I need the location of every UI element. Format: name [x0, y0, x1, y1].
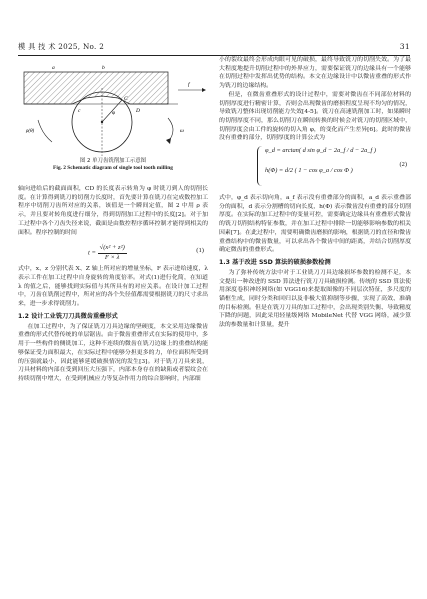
equation-1	[18, 240, 208, 262]
eq2-row-2: h(Φ) = d/2 ( 1 − cos φ_a / cos Φ )	[265, 167, 353, 175]
label-phi: φ	[112, 110, 116, 116]
paragraph: 式中，x、z 分别代表 X、Z 轴上所对应的增量坐标，F 表示进给速度，λ 表示工件在加工过程中自身旋转的角度倍率。对式(1)进行化简，在知道 λ 的值之后，能够找到实际值与其所具有的对应关系。在设计加工过程中，刀齿在铣削过程中，所对应的各个失径值都需要根据铣刀的尺寸求出来，进一步求得铣削力。	[18, 266, 208, 308]
eq1-number: (1)	[196, 247, 204, 255]
label-a: a	[52, 65, 55, 71]
page-number: 31	[399, 42, 410, 51]
eq1-lhs: t =	[88, 249, 96, 257]
label-D: D	[136, 108, 140, 114]
workpiece	[24, 72, 168, 104]
eq1-numerator: √(x² + z²)	[98, 244, 127, 254]
rho-arc	[38, 120, 52, 142]
figure-caption-en: Fig. 2 Schematic diagram of single tool tooth milling	[53, 165, 173, 171]
section-heading-1-2: 1.2 设计工业铣刀刀具微齿重叠形式	[18, 312, 118, 320]
label-c: c	[78, 108, 81, 114]
paragraph: 在加工过程中，为了保证铣刀刀具边缘的坚硬度，本文采用边缘微齿重叠的形式代替传统的单层锯齿。由于微齿重叠形式在实际的使用中，多用于一些构件的侧铣加工，这种不连续的微齿在铣刀边缘上的重叠结构能够保证受力面积最大，在实际过程中能够分担更多的力，单位面积所受到的压强就最小，因此能够延缓破损情况的发生[3]。对于铣刀刀具来说，刀具材料的内部在受到回压大压强下，内部本身存在的缺陷或者裂纹会在持续切削中增大，在受到机械应力等复杂作用力的综合影响时，内部细	[18, 323, 208, 382]
running-header	[18, 42, 410, 54]
label-b: b	[102, 65, 105, 71]
paragraph: 小的裂纹最终会形成肉眼可见的破损，最终导致铣刀的切削失效。为了最大程度地提升切削过程中的外界应力，需要保证铣刀的边缘具有一个能够在切削过程中发挥出优势的结构。本文在边缘设计中以微齿重叠的形式作为铣刀的边缘结构。	[219, 57, 411, 90]
figure-2	[18, 60, 208, 164]
milling-diagram	[18, 60, 208, 158]
eq2-row-1: φ_d = arctan( d sin φ_d − 2a_f / d − 2a_f )	[265, 147, 377, 155]
eq1-fraction	[98, 244, 127, 262]
figure-caption-cn: 图 2 单刀齿铣削加工示意图	[79, 158, 147, 164]
right-column	[219, 56, 411, 330]
paragraph: 轴向进给后的截面面积，CD 的长度表示转角为 φ 时铣刀到人的切削长度。在计算得到铣刀的切削力长度时，首先要计算在铣刀在完成数控加工程序中切削刀齿所对应的关系，该值是一个瞬间定值，图 2 中用 ρ 表示，并且要对转角度进行细分，得到切削加工过程中的长度[2]。对于加工过程中各个刀齿失径来说，截面是由数控程序循环控制才能得到相关的面积。程序控制的时间	[18, 186, 208, 236]
label-f: f	[188, 82, 190, 88]
section-heading-1-3: 1.3 基于改进 SSD 算法的破损参数检测	[219, 258, 331, 266]
label-rho: ρ(θ)	[26, 129, 35, 134]
equation-2	[219, 145, 411, 191]
eq2-number: (2)	[399, 161, 407, 169]
journal-title: 模 具 技 术 2025, No. 2	[18, 42, 105, 51]
paragraph: 式中，φ_d 表示切向角，a_f 表示没有重叠部分的面积，a_d 表示重叠部分的面积，d 表示分割槽的切向长度，h(Φ) 表示微齿没有重叠的部分切削厚度。在实际的加工过程中的变量可控，需要确定边缘具有重叠形式微齿的铣刀切削结构特征参数，并在加工过程中排除一切能够影响参数的相关因素[7]。在此过程中，需要明确微齿磨损的影响，根据铣刀的直径和微齿重叠结构中的微齿数量，可以求出各个微齿中间的距离，并结合切削厚度确定微齿的重叠形式。	[219, 195, 411, 254]
paragraph: 但是，在微齿重叠形式的设计过程中，需要对微齿在不同部位材料的切削厚度进行精密计算，否则会出现微齿的磨损程度呈现不均匀的情况，导致铣刀整体出现切削能力失效[4-5]。铣刀在高速铣削加工时，如果瞬时的切削厚度不同，那么切削刀在瞬间转换的时候会对铣刀的切削区域中，切削厚度会由工件的旋转的切入角 φ，的变化而产生差异[6]。此时的微齿没有重叠的部分，切削厚度的计算公式为	[219, 91, 411, 142]
left-column	[18, 185, 208, 384]
eq2-brace	[257, 146, 264, 186]
label-C: C	[124, 96, 128, 102]
paragraph: 为了弥补传统方法中对于工业铣刀刀具边缘损坏参数的检测不足，本文提出一种改进的 SSD 算法进行铣刀刀具破损检测。传统的 SSD 算法使用深度卷积神经网络(如 VGG16)来提取图像的不同层次特征，多尺度的锚框生成，同时分类和回归以及非极大值抑制等步骤，实现了高效、准确的目标检测。但是在铣刀刀具的加工过程中，会出现类别失衡、导致精度下降的问题，因此采用轻量级网络 MobileNet 代替 VGG 网络，减少算法的参数量和计算量，提升	[219, 269, 411, 329]
label-omega: ω	[180, 128, 184, 134]
eq1-denominator: F × λ	[104, 253, 120, 261]
